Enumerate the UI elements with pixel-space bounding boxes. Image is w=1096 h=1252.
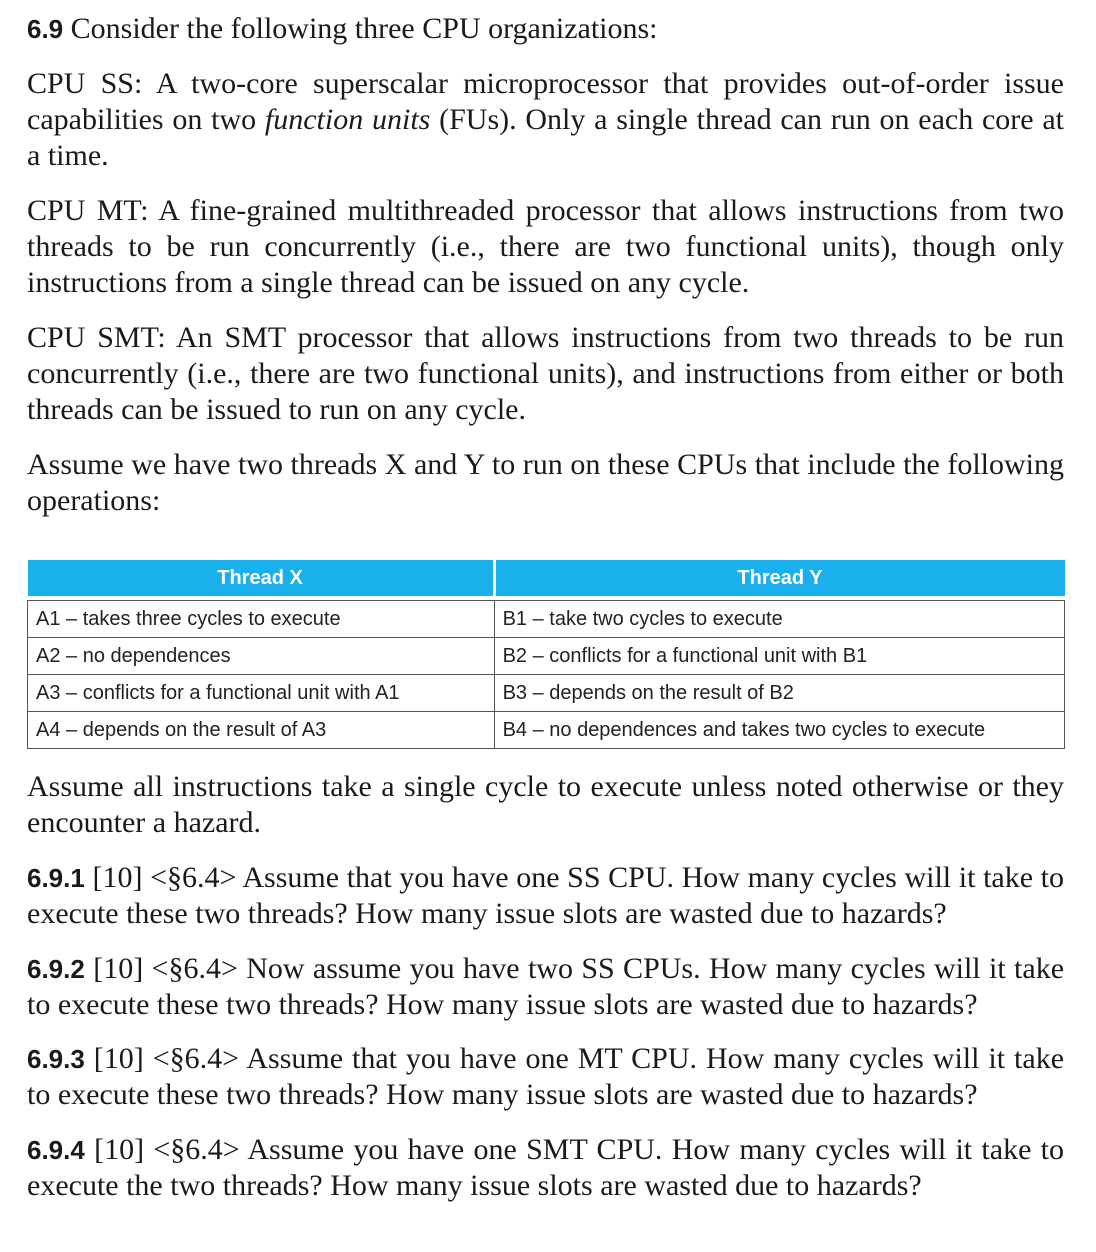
thread-operations-table [27,560,1065,749]
table-cell: A1 – takes three cycles to execute [28,601,495,638]
table-header-row [28,560,1065,596]
question-text: [10] <§6.4> Assume you have one SMT CPU. How many cycles will it take to execute the two threads? How many issue slots are wasted due to hazards? [27,1133,1065,1202]
exercise-intro [27,11,1064,47]
exercise-number: 6.9 [27,14,64,44]
table-cell: B4 – no dependences and takes two cycles to execute [494,712,1064,749]
assume-single-cycle-paragraph: Assume all instructions take a single cycle to execute unless noted otherwise or they encounter a hazard. [27,770,1064,839]
table-cell: B1 – take two cycles to execute [494,601,1064,638]
assume-threads-paragraph: Assume we have two threads X and Y to run on these CPUs that include the following operations: [27,448,1064,517]
question-6-9-4 [27,1132,1064,1204]
table-cell: A3 – conflicts for a functional unit with A1 [28,675,495,712]
question-text: [10] <§6.4> Assume that you have one MT CPU. How many cycles will it take to execute these two threads? How many issue slots are wasted due to hazards? [27,1042,1065,1111]
table-header-thread-y: Thread Y [494,560,1064,596]
table-cell: A2 – no dependences [28,638,495,675]
cpu-ss-paragraph [27,66,1064,174]
question-number: 6.9.2 [27,954,85,984]
table-row [28,601,1065,638]
cpu-ss-text-before: CPU SS: A two-core superscalar microprocessor that provides out-of-order issue capabilities on two [27,67,1064,136]
cpu-ss-text-after: (FUs). Only a single thread can run on each core at a time. [27,103,1064,172]
table-row [28,712,1065,749]
question-6-9-1 [27,860,1064,932]
question-number: 6.9.1 [27,863,85,893]
question-6-9-2 [27,951,1064,1023]
table-row [28,638,1065,675]
cpu-mt-paragraph: CPU MT: A fine-grained multithreaded processor that allows instructions from two threads to be run concurrently (i.e., there are two functional units), though only instructions from a single thread can be issued on any cycle. [27,194,1064,299]
table-cell: B3 – depends on the result of B2 [494,675,1064,712]
table-cell: A4 – depends on the result of A3 [28,712,495,749]
question-6-9-3 [27,1041,1064,1113]
question-text: [10] <§6.4> Now assume you have two SS CPUs. How many cycles will it take to execute these two threads? How many issue slots are wasted due to hazards? [27,952,1065,1021]
exercise-intro-text: Consider the following three CPU organizations: [70,12,658,45]
question-number: 6.9.4 [27,1135,85,1165]
table-header-thread-x: Thread X [28,560,495,596]
cpu-ss-italic-term: function units [264,103,431,136]
question-number: 6.9.3 [27,1044,85,1074]
table-cell: B2 – conflicts for a functional unit with B1 [494,638,1064,675]
table-row [28,675,1065,712]
question-text: [10] <§6.4> Assume that you have one SS CPU. How many cycles will it take to execute these two threads? How many issue slots are wasted due to hazards? [27,861,1064,930]
cpu-smt-paragraph: CPU SMT: An SMT processor that allows instructions from two threads to be run concurrently (i.e., there are two functional units), and instructions from either or both threads can be issued to run on any cycle. [27,321,1064,426]
